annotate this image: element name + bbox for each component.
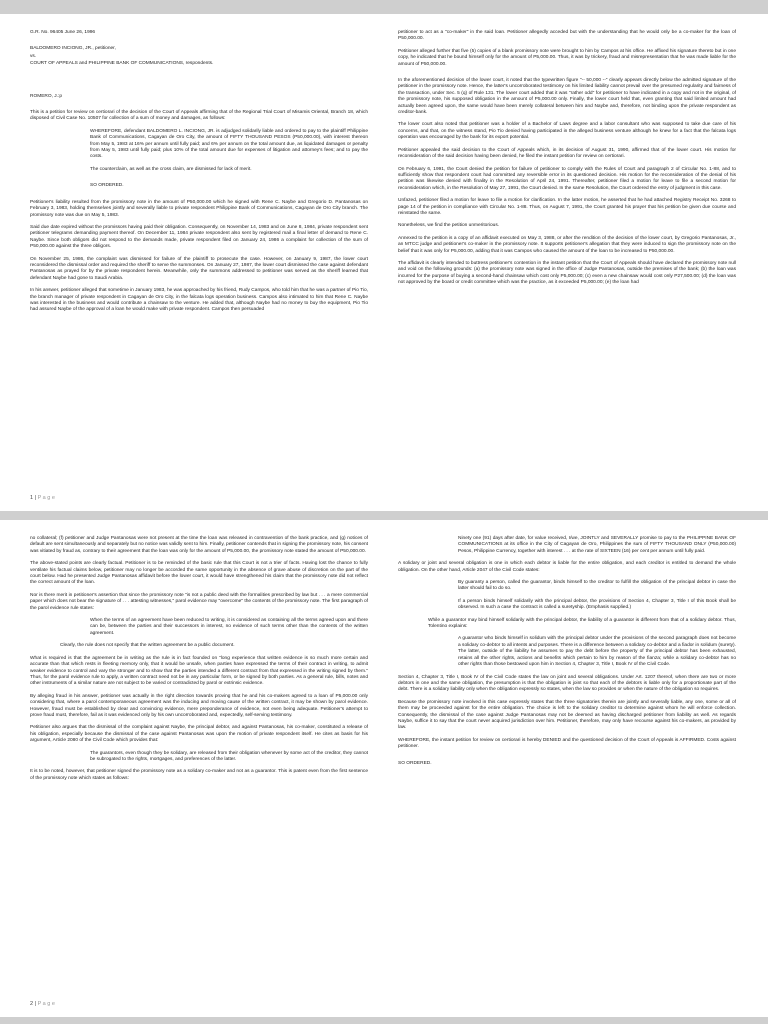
page-footer — [30, 1001, 55, 1007]
versus-line: vs. — [30, 53, 37, 59]
paragraph: petitioner to act as a "co-maker" in the said loan. Petitioner allegedly acceded but with the understanding that he would only be a co-maker for the loan of P50,000.00. — [398, 30, 736, 42]
paragraph: On February 6, 1991, the Court denied the petition for failure of petitioner to comply with the Rules of Court and paragraph 2 of Circular No. 1-88, and to sufficiently show that respondent court had committed any reversible error in its questioned decision. His motion for the reconsideration of the denial of his petition was likewise denied with finality in the Resolution of April 24, 1991. Thereafter, petitioner filed a motion for leave to file a second motion for reconsideration which, in the Resolution of May 27, 1991, the Court denied. In the same Resolution, the Court ordered the entry of judgment in this case. — [398, 166, 736, 191]
quoted-so-ordered: SO ORDERED. — [90, 183, 124, 189]
page-footer-separator: | — [33, 495, 38, 501]
paragraph: Clearly, the rule does not specify that the written agreement be a public document. — [60, 643, 235, 649]
paragraph: What is required is that the agreement be in writing as the rule is in fact founded on "long experience that written evidence is so much more certain and accurate than that which rests in fleeting memory only, that it would be unsafe, when parties have expressed the terms of their contract in writing, to admit weaker evidence to control and vary the stronger and to show that the parties intended a different contract from that expressed in the writing signed by them." Thus, for the parol evidence rule to apply, a written contract need not be in any particular form, or be signed by both parties. As a general rule, bills, notes and other instruments of a similar nature are not subject to be varied or contradicted by parol or extrinsic evidence. — [30, 655, 368, 687]
document-page-2 — [0, 520, 768, 1017]
dispositive-paragraph: WHEREFORE, the instant petition for review on certiorari is hereby DENIED and the questioned decision of the Court of Appeals is AFFIRMED. Costs against petitioner. — [398, 737, 736, 750]
quoted-parol-evidence-rule: When the terms of an agreement have been reduced to writing, it is considered as containing all the terms agreed upon and there can be, between the parties and their successors in interest, no evidence of such terms other than the contents of the written agreement. — [90, 618, 368, 636]
page-number: 1 — [30, 495, 34, 501]
paragraph: Petitioner appealed the said decision to the Court of Appeals which, in its decision of August 31, 1990, affirmed that of the lower court. His motion for reconsideration of the said decision having been denied, he filed the instant petition for review on certiorari. — [398, 147, 736, 160]
ponente-line: ROMERO, J.:p — [30, 93, 62, 99]
page-1-left-column — [30, 30, 368, 320]
quoted-counterclaim: The counterclaim, as well as the cross claim, are dismissed for lack of merit. — [90, 166, 252, 172]
paragraph: In the aforementioned decision of the lower court, it noted that the typewritten figure "-- 50,000 --" clearly appears directly below the admitted signature of the petitioner in the promissory note. Hence, the latter's uncorroborated testimony on his limited liability cannot prevail over the presumed regularity and fairness of the transaction, under Sec. 5 (q) of Rule 131. The lower court added that it was "rather odd" for petitioner to have indicated in a copy and not in the original, of the promissory note, his supposed obligation in the amount of P5,000.00 only. Finally, the lower court held that, even granting that said limited amount had actually been agreed upon, the same would have been merely collateral between him and Naybe and, therefore, not binding upon the private respondent as creditor-bank. — [398, 78, 736, 116]
page-1-right-column — [398, 30, 736, 293]
paragraph: On November 25, 1986, the complaint was dismissed for failure of the plaintiff to prosecute the case. However, on January 9, 1987, the lower court reconsidered the dismissal order and required the sheriff to serve the summonses. On January 27, 1987, the lower court dismissed the case against defendant Pantanosas as prayed for by the private respondent herein. Meanwhile, only the summons addressed to petitioner was served as the sheriff learned that defendant Naybe had gone to Saudi Arabia. — [30, 256, 368, 281]
document-page-1 — [0, 14, 768, 511]
quoted-tolentino: A guarantor who binds himself in solidum with the principal debtor under the provisions of the second paragraph does not become a solidary co-debtor to all intents and purposes. There is a difference between a solidary co-debtor and a fiador in solidum (surety). The latter, outside of the liability he assumes to pay the debt before the property of the principal debtor has been exhausted, retains all the other rights, actions and benefits which pertain to him by reason of the fianza; while a solidary co-debtor has no other rights than those bestowed upon him in Section 4, Chapter 3, Title I, Book IV of the Civil Code. — [458, 636, 736, 668]
paragraph: A solidary or joint and several obligation is one in which each debtor is liable for the entire obligation, and each creditor is entitled to demand the whole obligation. On the other hand, Article 2047 of the Civil Code states: — [398, 561, 736, 573]
paragraph: Petitioner's liability resulted from the promissory note in the amount of P50,000.00 which he signed with Rene C. Naybe and Gregorio D. Pantanosas on February 3, 1983, holding themselves jointly and severally liable to private respondent Philippine Bank of Communications, Cagayan de Oro City branch. The promissory note was due on May 5, 1983. — [30, 199, 368, 218]
paragraph: Petitioner also argues that the dismissal of the complaint against Naybe, the principal debtor, and against Pantanosas, his co-maker, constituted a release of his obligation, especially because the dismissal of the case against Pantanosas was upon the motion of private respondent itself. He cites as basis for his argument, Article 2080 of the Civil Code which provides that: — [30, 725, 368, 744]
paragraph: This is a petition for review on certiorari of the decision of the Court of Appeals affirming that of the Regional Trial Court of Misamis Oriental, Branch 18, which disposed of Civil Case No. 10507 for collection of a sum of money and damages, as follows: — [30, 110, 368, 122]
quoted-article-2047-second: If a person binds himself solidarily with the principal debtor, the provisions of Section 4, Chapter 3, Title I of this Book shall be observed. In such a case the contract is called a suretyship. (Emphasis supplied.) — [458, 598, 736, 611]
paragraph: Annexed to the petition is a copy of an affidavit executed on May 3, 1988, or after the rendition of the decision of the lower court, by Gregorio Pantanosas, Jr., an MTCC judge and petitioner's co-maker in the promissory note. It supports petitioner's allegation that they were induced to sign the promissory note on the belief that it was only for P5,000.00, adding that it was Campos who caused the amount of the loan to be increased to P50,000.00. — [398, 235, 736, 254]
quoted-article-2047-first: By guaranty a person, called the guarantor, binds himself to the creditor to fulfill the obligation of the principal debtor in case the latter should fail to do so. — [458, 580, 736, 592]
paragraph: no collateral; (f) petitioner and Judge Pantanosas were not present at the time the loan was released in contravention of the bank practice, and (g) notices of default are sent simultaneously and separately but no notice was validly sent to him. Finally, petitioner contends that in signing the promissory note, his consent was vitiated by fraud as, contrary to their agreement that the loan was only for the amount of P5,000.00, the promissory note stated the amount of P50,000.00. — [30, 536, 368, 554]
page-label: P a g e — [37, 495, 55, 501]
petitioner-line: BALDOMERO INCIONG, JR., petitioner, — [30, 46, 116, 52]
paragraph: In his answer, petitioner alleged that sometime in January 1983, he was approached by his friend, Rudy Campos, who told him that he was a partner of Pio Tio, the branch manager of private respondent in Cagayan de Oro City, in the falcata logs operation business. Campos also intimated to him that Rene C. Naybe was interested in the business and would contribute a chainsaw to the venture. He added that, although Naybe had no money to buy the equipment, Pio Tio had assured Naybe of the approval of a loan he would make with private respondent. Campos then persuaded — [30, 288, 368, 313]
paragraph: The lower court also noted that petitioner was a holder of a Bachelor of Laws degree and a labor consultant who was supposed to take due care of his concerns, and that, on the witness stand, Pio Tio denied having participated in the alleged business venture although he knew for a fact that the falcata logs operation was encouraged by the bank for its export potential. — [398, 122, 736, 141]
paragraph: The affidavit is clearly intended to buttress petitioner's contention in the instant petition that the Court of Appeals should have declared the promissory note null and void on the following grounds: (a) the promissory note was signed in the office of Judge Pantanosas, outside the premises of the bank; (b) the loan was incurred for the purpose of buying a second-hand chainsaw which cost only P5,000.00; (c) even a new chainsaw would cost only P27,500.00; (d) the loan was not approved by the board or credit committee which was the practice, as it exceeded P5,000.00; (e) the loan had — [398, 260, 736, 286]
so-ordered: SO ORDERED. — [398, 760, 432, 766]
page-number: 2 — [30, 1001, 34, 1007]
case-number: G.R. No. 96405 June 26, 1996 — [30, 30, 96, 35]
paragraph: While a guarantor may bind himself solidarily with the principal debtor, the liability of a guarantor is different from that of a solidary debtor. Thus, Tolentino explains: — [428, 617, 736, 630]
paragraph: Nor is there merit in petitioner's assertion that since the promissory note "is not a public deed with the formalities prescribed by law but . . . a mere commercial paper which does not bear the signature of . . . attesting witnesses," parol evidence may "overcome" the contents of the promissory note. The first paragraph of the parol evidence rule states: — [30, 592, 368, 611]
page-footer-separator: | — [33, 1001, 38, 1007]
paragraph: Section 4, Chapter 3, Title I, Book IV of the Civil Code states the law on joint and several obligations. Under Art. 1207 thereof, when there are two or more debtors in one and the same obligation, the presumption is that the obligation is joint so that each of the debtors is liable only for a proportionate part of the debt. There is a solidary liability only when the obligation expressly so states, when the law so provides or when the nature of the obligation so requires. — [398, 674, 736, 693]
page-2-right-column — [398, 536, 736, 773]
quoted-article-2080: The guarantors, even though they be solidary, are released from their obligation whenever by some act of the creditor, they cannot be subrogated to the rights, mortgages, and preferences of the latter. — [90, 750, 368, 762]
page-2-left-column — [30, 536, 368, 788]
quoted-promissory-note: Ninety one (91) days after date, for value received, I/we, JOINTLY and SEVERALLY promise to pay to the PHILIPPINE BANK OF COMMUNICATIONS at its office in the City of Cagayan de Oro, Philippines the sum of FIFTY THOUSAND ONLY (P50,000.00) Pesos, Philippine Currency, together with interest . . . at the rate of SIXTEEN (16) per cent per annum until fully paid. — [458, 536, 736, 554]
paragraph: Unfazed, petitioner filed a motion for leave to file a motion for clarification. In the latter motion, he asserted that he had attached Registry Receipt No. 3268 to page 14 of the petition in compliance with Circular No. 1-88. Thus, on August 7, 1991, the Court granted his prayer that his petition be given due course and reinstated the same. — [398, 198, 736, 216]
paragraph: Petitioner alleged further that five (5) copies of a blank promissory note were brought to him by Campos at his office. He affixed his signature thereto but in one copy, he indicated that he bound himself only for the amount of P5,000.00. Thus, it was by trickery, fraud and misrepresentation that he was made liable for the amount of P50,000.00. — [398, 48, 736, 67]
paragraph: Because the promissory note involved in this case expressly states that the three signatories therein are jointly and severally liable, any one, some or all of them may be proceeded against for the entire obligation. The choice is left to the solidary creditor to determine against whom he will enforce collection. Consequently, the dismissal of the case against Judge Pantanosas may not be deemed as having discharged petitioner from liability as well. As regards Naybe, suffice it to say that the court never acquired jurisdiction over him. Petitioner, therefore, may only have recourse against his co-makers, as provided by law. — [398, 699, 736, 731]
paragraph: It is to be noted, however, that petitioner signed the promissory note as a solidary co-maker and not as a guarantor. This is patent even from the first sentence of the promissory note which states as follows: — [30, 769, 368, 781]
paragraph: Said due date expired without the promissors having paid their obligation. Consequently, on November 14, 1983 and on June 8, 1984, private respondent sent petitioner telegrams demanding payment thereof. On December 11, 1984 private respondent also sent by registered mail a final letter of demand to Rene C. Naybe. Since both obligors did not respond to the demands made, private respondent filed on January 24, 1986 a complaint for collection of the sum of P50,000.00 against the three obligors. — [30, 224, 368, 250]
respondents-line: COURT OF APPEALS and PHILIPPINE BANK OF COMMUNICATIONS, respondents. — [30, 61, 214, 67]
page-label: P a g e — [37, 1001, 55, 1007]
quoted-dispositive: WHEREFORE, defendant BALDOMERO L. INCIONG, JR. is adjudged solidarily liable and ordered to pay to the plaintiff Philippine Bank of Communications, Cagayan de Oro City, the amount of FIFTY THOUSAND PESOS (P50,000.00), with interest thereon from May 5, 1983 at 16% per annum until fully paid; and 6% per annum on the total amount due, as liquidated damages or penalty from May 5, 1983 until fully paid; plus 10% of the total amount due for expenses of litigation and attorney's fees; and to pay the costs. — [90, 128, 368, 160]
page-footer — [30, 495, 55, 501]
paragraph: The above-stated points are clearly factual. Petitioner is to be reminded of the basic rule that this Court is not a trier of facts. Having lost the chance to fully ventilate his factual claims below, petitioner may no longer be accorded the same opportunity in the absence of grave abuse of discretion on the part of the court below. Had he presented Judge Pantanosas affidavit before the lower court, it would have strengthened his claim that the promissory note did not reflect the correct amount of the loan. — [30, 561, 368, 586]
paragraph: Nonetheless, we find the petition unmeritorious. — [398, 223, 500, 229]
paragraph: By alleging fraud in his answer, petitioner was actually in the right direction towards proving that he and his co-makers agreed to a loan of P5,000.00 only considering that, where a parol contemporaneous agreement was the inducing and moving cause of the written contract, it may be shown by parol evidence. However, fraud must be established by clear and convincing evidence, mere preponderance of evidence, not even being adequate. Petitioner's attempt to prove fraud must, therefore, fail as it was evidenced only by his own uncorroborated and, expectedly, self-serving testimony. — [30, 693, 368, 718]
